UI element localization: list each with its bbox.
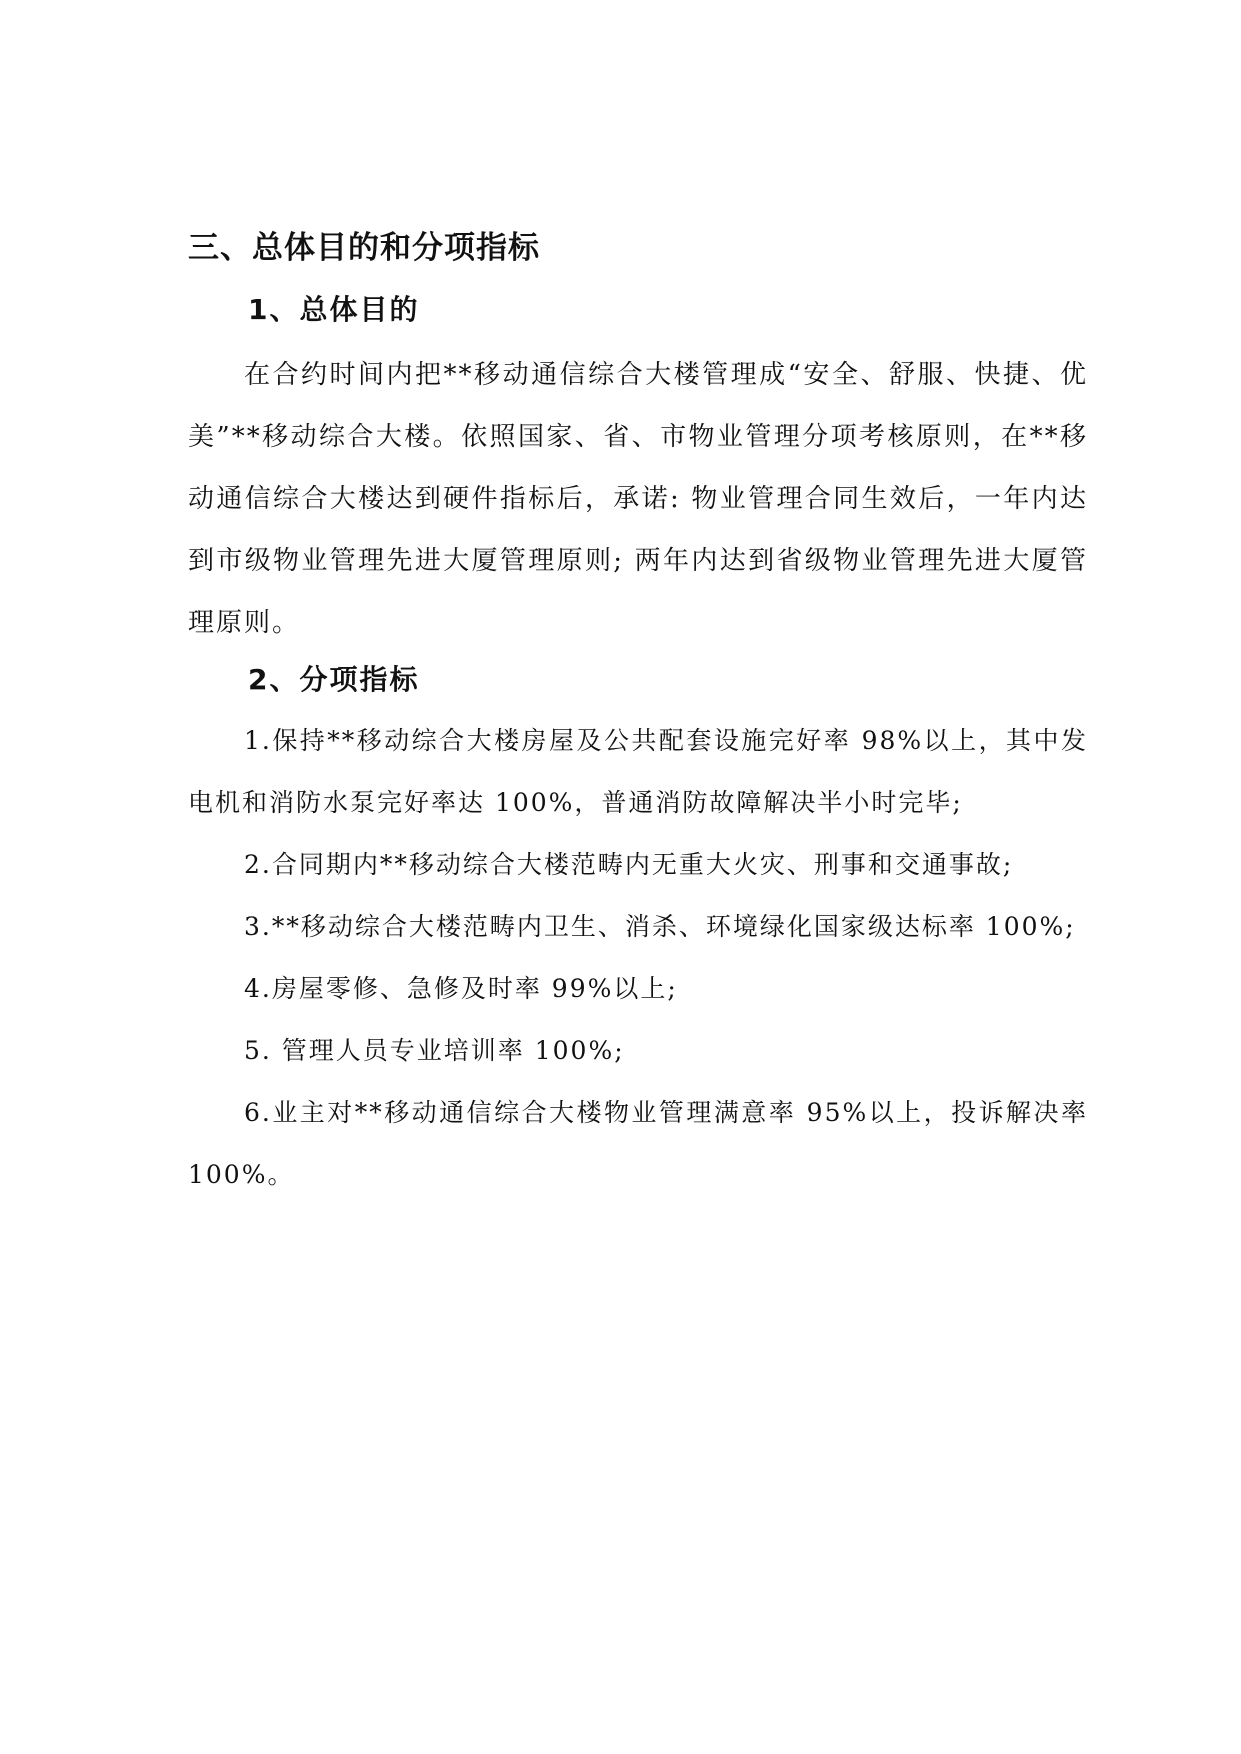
indicator-item-6: 6.业主对**移动通信综合大楼物业管理满意率 95%以上，投诉解决率 100%。	[188, 1098, 1088, 1189]
overall-goal-heading: 1、总体目的	[248, 293, 420, 326]
sub-indicators-heading: 2、分项指标	[248, 663, 420, 696]
indicator-item-1: 1.保持**移动综合大楼房屋及公共配套设施完好率 98%以上，其中发电机和消防水泵完好率达 100%，普通消防故障解决半小时完毕;	[188, 726, 1088, 817]
indicator-item-3: 3.**移动综合大楼范畴内卫生、消杀、环境绿化国家级达标率 100%;	[244, 912, 1076, 941]
indicator-item-2: 2.合同期内**移动综合大楼范畴内无重大火灾、刑事和交通事故;	[244, 850, 1014, 879]
indicator-item-4: 4.房屋零修、急修及时率 99%以上;	[244, 974, 678, 1003]
document-body	[188, 228, 1088, 1206]
indicator-item-5: 5. 管理人员专业培训率 100%;	[244, 1036, 625, 1065]
overall-goal-paragraph: 在合约时间内把**移动通信综合大楼管理成“安全、舒服、快捷、优美”**移动综合大楼。依照国家、省、市物业管理分项考核原则，在**移动通信综合大楼达到硬件指标后，承诺: 物业管理合同生效后，一年内达到市级物业管理先进大厦管理原则; 两年内达到省级物业管理先进大厦管理原则。	[188, 360, 1088, 638]
section-title: 三、总体目的和分项指标	[188, 230, 540, 266]
